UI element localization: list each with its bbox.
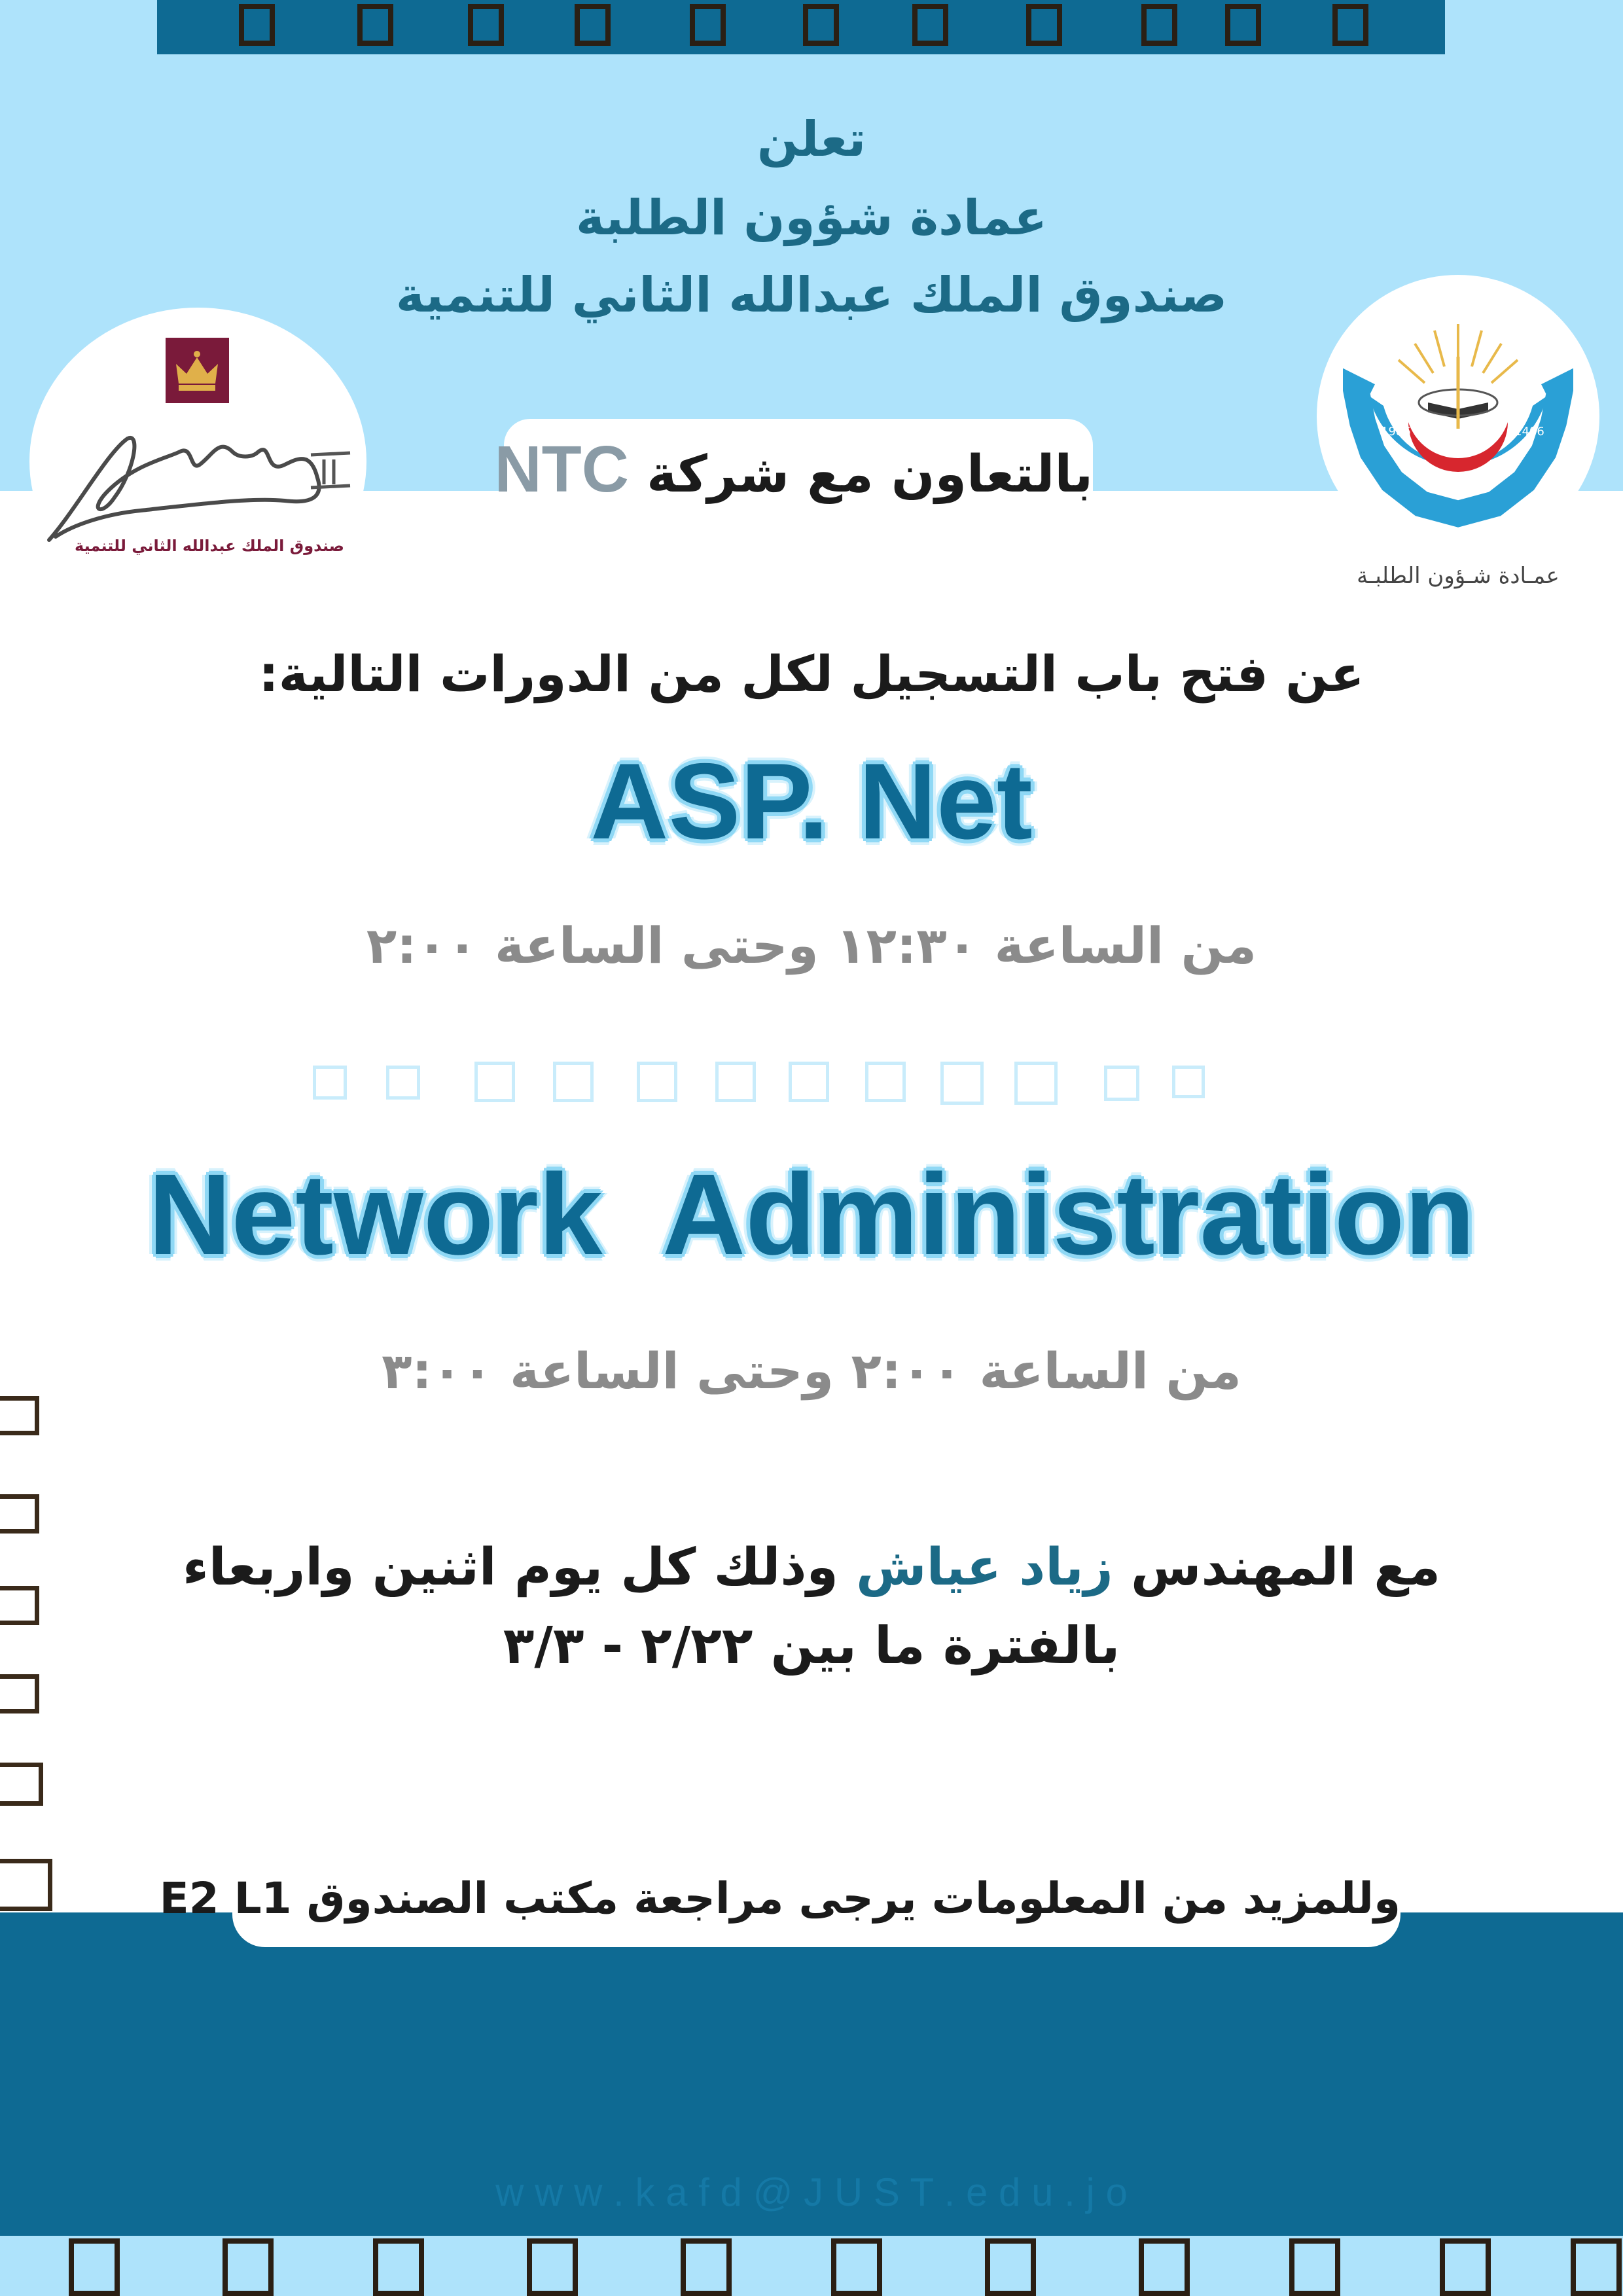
year-left: 1986: [1381, 425, 1411, 439]
crown-icon: [166, 338, 229, 403]
decor-square: [865, 1062, 906, 1102]
decor-square: [1225, 4, 1261, 46]
decor-square: [637, 1062, 677, 1102]
decor-square: [527, 2238, 578, 2296]
instructor-line: [0, 1538, 1623, 1597]
decor-square: [831, 2238, 882, 2296]
signature-icon: [36, 412, 363, 550]
more-info-text: وللمزيد من المعلومات يرجى مراجعة مكتب الصندوق E2 L1: [159, 1873, 1400, 1924]
decor-square: [1141, 4, 1177, 46]
partner-name: NTC: [494, 433, 629, 506]
decor-square: [357, 4, 393, 46]
decor-square: [553, 1062, 594, 1102]
course-time-network: من الساعة ٢:٠٠ وحتى الساعة ٣:٠٠: [382, 1342, 1241, 1400]
course-period: بالفترة ما بين ٢/٢٢ - ٣/٣: [503, 1617, 1120, 1676]
decor-square: [681, 2238, 732, 2296]
decor-square: [715, 1062, 756, 1102]
decor-square: [0, 1674, 39, 1713]
partnership-line: [494, 432, 1093, 507]
decor-square: [386, 1066, 420, 1100]
decor-square: [1026, 4, 1062, 46]
decor-square: [940, 1062, 984, 1105]
decor-square: [0, 1763, 43, 1806]
decor-square: [1014, 1062, 1058, 1105]
decor-square: [985, 2238, 1036, 2296]
decor-square: [0, 1396, 39, 1435]
university-emblem-icon: [1343, 298, 1573, 547]
year-right: 1406: [1514, 425, 1544, 439]
decor-square: [1139, 2238, 1190, 2296]
course-time-asp: من الساعة ١٢:٣٠ وحتى الساعة ٢:٠٠: [366, 916, 1257, 975]
instructor-schedule: وذلك كل يوم اثنين واربعاء: [183, 1538, 838, 1597]
decor-square: [0, 1494, 39, 1534]
email-address: w w w . k a f d @ J U S T . e d u . j o: [495, 2170, 1128, 2214]
announce-word: تعلن: [757, 111, 866, 168]
decor-square: [803, 4, 839, 46]
deanship-title: عمادة شؤون الطلبة: [576, 190, 1047, 246]
decor-square: [69, 2238, 120, 2296]
decor-square: [1440, 2238, 1491, 2296]
decor-square: [1104, 1066, 1139, 1101]
fund-logo-caption: صندوق الملك عبدالله الثاني للتنمية: [75, 537, 344, 555]
decor-square: [313, 1066, 347, 1100]
registration-intro: عن فتح باب التسجيل لكل من الدورات التالية:: [259, 645, 1364, 703]
decor-square: [789, 1062, 829, 1102]
decor-square: [912, 4, 948, 46]
decor-square: [373, 2238, 424, 2296]
decor-square: [474, 1062, 515, 1102]
decor-square: [1172, 1066, 1205, 1098]
course-title-network: Network Administration: [148, 1151, 1475, 1279]
decor-square: [223, 2238, 274, 2296]
decor-square: [690, 4, 726, 46]
decor-square: [1289, 2238, 1340, 2296]
decor-square: [468, 4, 504, 46]
instructor-name: زياد عياش: [856, 1538, 1113, 1597]
decor-square: [575, 4, 611, 46]
fund-title: صندوق الملك عبدالله الثاني للتنمية: [395, 267, 1228, 323]
deanship-logo-caption: عمـادة شـؤون الطلبـة: [1357, 563, 1560, 589]
decor-square: [0, 1859, 52, 1911]
decor-square: [1332, 4, 1368, 46]
decor-square: [1571, 2238, 1622, 2296]
instructor-prefix: مع المهندس: [1130, 1538, 1440, 1597]
course-title-asp: ASP. Net: [590, 741, 1033, 861]
partnership-prefix: بالتعاون مع شركة: [647, 445, 1093, 504]
decor-square: [239, 4, 275, 46]
